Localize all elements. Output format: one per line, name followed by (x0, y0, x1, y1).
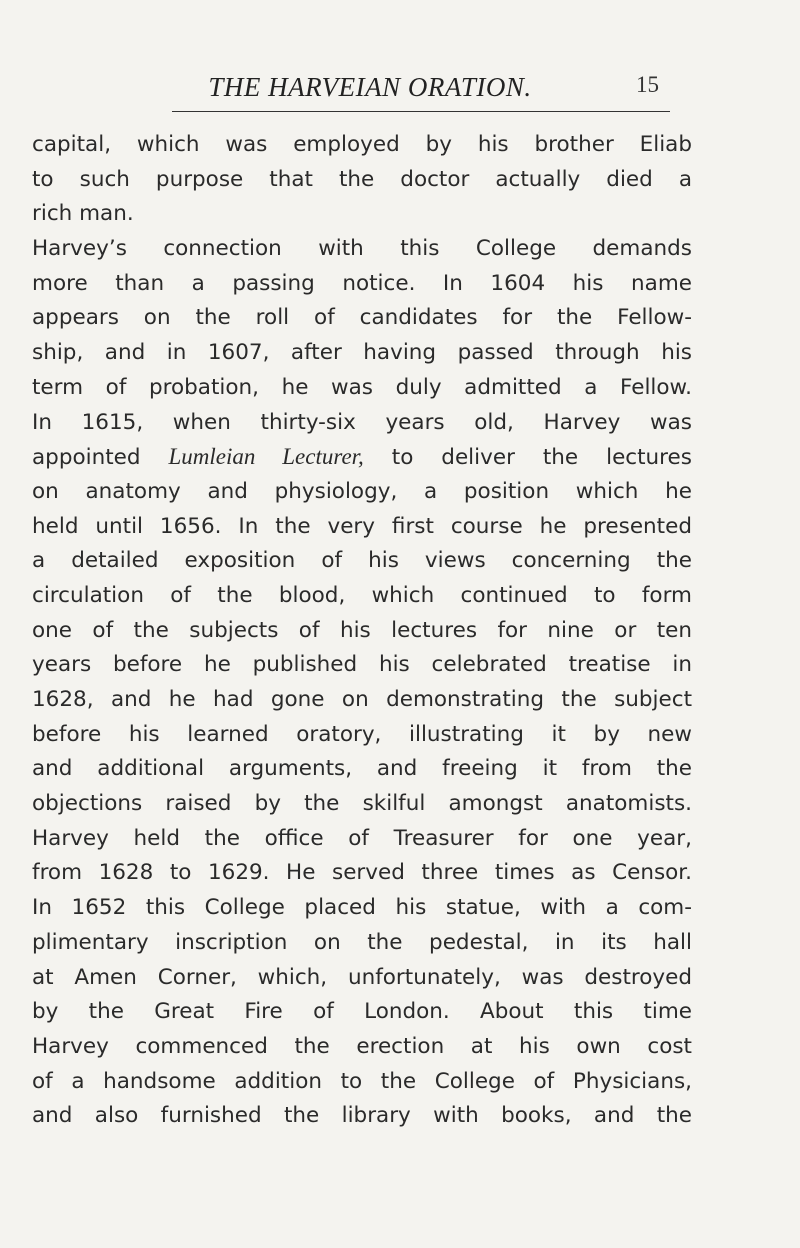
text-line: appears on the roll of candidates for the Fellow- (32, 305, 692, 331)
text-line: one of the subjects of his lectures for nine or ten (32, 617, 692, 643)
text-line: circulation of the blood, which continued to form (32, 582, 692, 608)
text-line: of a handsome addition to the College of Physicians, (32, 1068, 692, 1094)
text-line: on anatomy and physiology, a position which he (32, 478, 692, 504)
text-line: Harvey’s connection with this College demands (32, 236, 692, 262)
text-line: at Amen Corner, which, unfortunately, was destroyed (32, 964, 692, 990)
text-line: to such purpose that the doctor actually died a (32, 166, 692, 192)
text-segment: appointed (32, 445, 169, 471)
text-line: a detailed exposition of his views concerning the (32, 548, 692, 574)
text-line: objections raised by the skilful amongst anatomists. (32, 791, 692, 817)
text-line: 1628, and he had gone on demonstrating the subject (32, 687, 692, 712)
text-line: In 1615, when thirty-six years old, Harvey was (32, 409, 692, 435)
body-text (32, 128, 692, 1134)
text-line: Harvey commenced the erection at his own cost (32, 1033, 692, 1059)
text-line: held until 1656. In the very first course he presented (32, 513, 692, 539)
header-rule (172, 111, 670, 112)
text-line: from 1628 to 1629. He served three times as Censor. (32, 860, 692, 886)
text-line: ship, and in 1607, after having passed through his (32, 340, 692, 366)
text-line: by the Great Fire of London. About this time (32, 999, 692, 1025)
text-line: term of probation, he was duly admitted a Fellow. (32, 374, 692, 400)
text-segment: to deliver the lectures (363, 445, 692, 471)
text-line: Harvey held the office of Treasurer for one year, (32, 825, 692, 851)
running-head-title: THE HARVEIAN ORATION. (208, 72, 532, 102)
text-line: before his learned oratory, illustrating it by new (32, 721, 692, 747)
text-line: and also furnished the library with books, and the (32, 1103, 692, 1129)
text-line: more than a passing notice. In 1604 his name (32, 270, 692, 296)
page-number: 15 (636, 72, 659, 97)
text-line: years before he published his celebrated treatise in (32, 652, 692, 678)
text-line-with-italic (32, 440, 692, 475)
text-line: capital, which was employed by his brother Eliab (32, 132, 692, 157)
text-line: and additional arguments, and freeing it from the (32, 756, 692, 782)
text-line: In 1652 this College placed his statue, with a com- (32, 895, 692, 921)
italic-term-lumleian-lecturer: Lumleian Lecturer, (168, 444, 364, 470)
text-line: plimentary inscription on the pedestal, in its hall (32, 929, 692, 955)
text-line: rich man. (32, 201, 134, 227)
